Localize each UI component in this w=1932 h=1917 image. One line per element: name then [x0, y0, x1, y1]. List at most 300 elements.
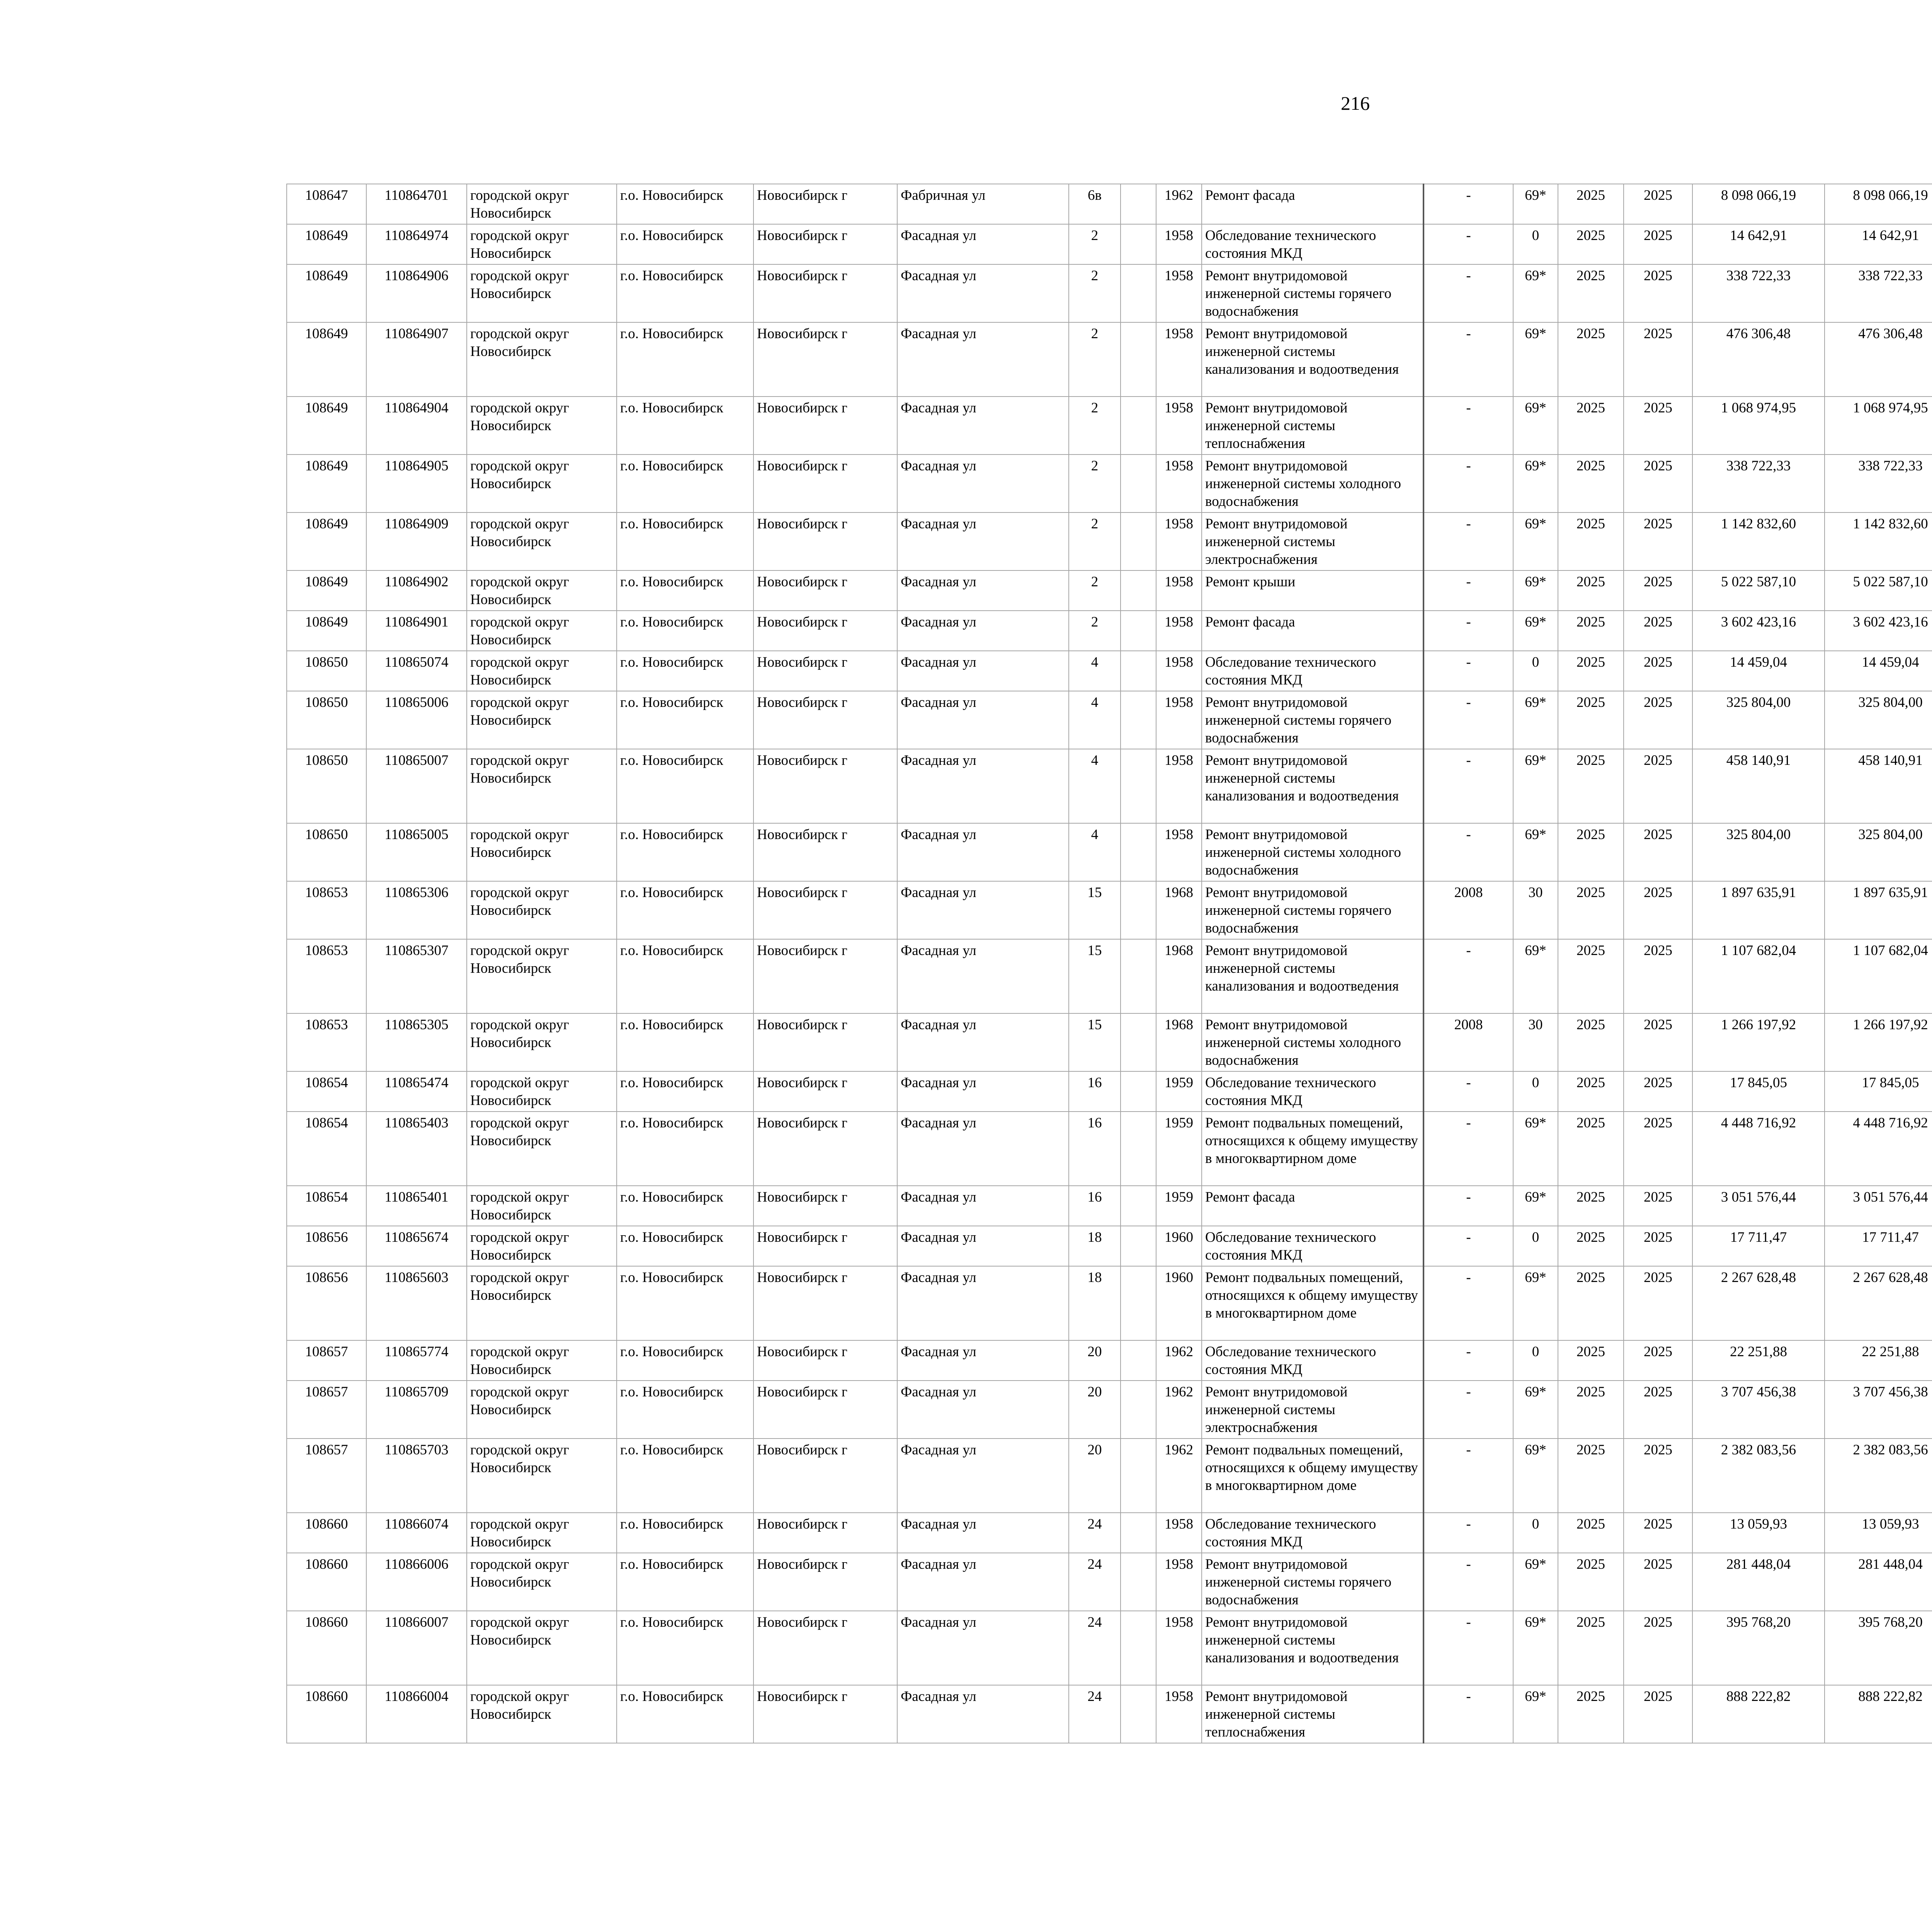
cell-cost-fund: 1 266 197,92: [1825, 1013, 1932, 1071]
table-row: [287, 224, 1932, 264]
cell-plan-year-start: 2025: [1558, 1439, 1624, 1513]
cell-plan-year-start: 2025: [1558, 184, 1624, 224]
cell-street: Фасадная ул: [897, 1513, 1069, 1553]
cell-city: Новосибирск г: [753, 512, 897, 570]
cell-plan-year-start: 2025: [1558, 1553, 1624, 1611]
cell-municipality: городской округ Новосибирск: [467, 1553, 617, 1611]
cell-total-cost: 1 142 832,60: [1692, 512, 1825, 570]
cell-house-number: 2: [1069, 264, 1121, 322]
cell-norm-period: 0: [1513, 1513, 1558, 1553]
cell-letter: [1121, 1611, 1156, 1685]
cell-previous-repair-year: -: [1423, 322, 1513, 397]
cell-record-id: 108649: [287, 322, 366, 397]
cell-letter: [1121, 1340, 1156, 1381]
table-row: [287, 1439, 1932, 1513]
cell-city: Новосибирск г: [753, 264, 897, 322]
table-row: [287, 823, 1932, 881]
cell-city: Новосибирск г: [753, 1340, 897, 1381]
cell-urban-district: г.о. Новосибирск: [617, 1439, 753, 1513]
cell-total-cost: 1 068 974,95: [1692, 397, 1825, 455]
cell-urban-district: г.о. Новосибирск: [617, 1013, 753, 1071]
cell-plan-year-end: 2025: [1624, 691, 1692, 749]
cell-urban-district: г.о. Новосибирск: [617, 264, 753, 322]
cell-street: Фасадная ул: [897, 1226, 1069, 1266]
cell-cost-fund: 14 642,91: [1825, 224, 1932, 264]
cell-cost-fund: 14 459,04: [1825, 651, 1932, 691]
table-row: [287, 570, 1932, 611]
cell-previous-repair-year: -: [1423, 1186, 1513, 1226]
cell-norm-period: 69*: [1513, 322, 1558, 397]
table-row: [287, 512, 1932, 570]
cell-cost-fund: 325 804,00: [1825, 823, 1932, 881]
cell-record-id: 108649: [287, 264, 366, 322]
cell-norm-period: 69*: [1513, 264, 1558, 322]
cell-house-number: 24: [1069, 1513, 1121, 1553]
cell-work-type: Ремонт подвальных помещений, относящихся к общему имуществу в многоквартирном доме: [1202, 1266, 1423, 1340]
cell-street: Фабричная ул: [897, 184, 1069, 224]
cell-norm-period: 0: [1513, 651, 1558, 691]
cell-work-type: Ремонт внутридомовой инженерной системы электроснабжения: [1202, 1381, 1423, 1439]
cell-plan-year-start: 2025: [1558, 611, 1624, 651]
table-row: [287, 1513, 1932, 1553]
cell-build-year: 1958: [1156, 1513, 1202, 1553]
cell-city: Новосибирск г: [753, 1226, 897, 1266]
cell-build-year: 1959: [1156, 1071, 1202, 1112]
cell-municipality: городской округ Новосибирск: [467, 397, 617, 455]
cell-house-number: 20: [1069, 1381, 1121, 1439]
cell-build-year: 1968: [1156, 881, 1202, 939]
cell-build-year: 1958: [1156, 1553, 1202, 1611]
cell-total-cost: 2 267 628,48: [1692, 1266, 1825, 1340]
cell-previous-repair-year: 2008: [1423, 1013, 1513, 1071]
cell-municipality: городской округ Новосибирск: [467, 455, 617, 512]
cell-letter: [1121, 691, 1156, 749]
cell-total-cost: 338 722,33: [1692, 455, 1825, 512]
cell-house-number: 24: [1069, 1685, 1121, 1743]
cell-street: Фасадная ул: [897, 1071, 1069, 1112]
cell-cost-fund: 22 251,88: [1825, 1340, 1932, 1381]
table-row: [287, 1340, 1932, 1381]
cell-street: Фасадная ул: [897, 397, 1069, 455]
cell-municipality: городской округ Новосибирск: [467, 611, 617, 651]
cell-norm-period: 69*: [1513, 1611, 1558, 1685]
cell-urban-district: г.о. Новосибирск: [617, 1071, 753, 1112]
cell-municipality: городской округ Новосибирск: [467, 1013, 617, 1071]
cell-plan-year-start: 2025: [1558, 1112, 1624, 1186]
cell-work-type: Ремонт внутридомовой инженерной системы канализования и водоотведения: [1202, 322, 1423, 397]
cell-total-cost: 17 845,05: [1692, 1071, 1825, 1112]
cell-build-year: 1959: [1156, 1112, 1202, 1186]
cell-municipality: городской округ Новосибирск: [467, 1112, 617, 1186]
cell-total-cost: 14 459,04: [1692, 651, 1825, 691]
cell-plan-year-end: 2025: [1624, 1186, 1692, 1226]
cell-build-year: 1962: [1156, 1439, 1202, 1513]
cell-work-code: 110866006: [366, 1553, 467, 1611]
cell-urban-district: г.о. Новосибирск: [617, 570, 753, 611]
cell-record-id: 108660: [287, 1685, 366, 1743]
cell-record-id: 108657: [287, 1340, 366, 1381]
cell-municipality: городской округ Новосибирск: [467, 1186, 617, 1226]
cell-norm-period: 69*: [1513, 455, 1558, 512]
cell-build-year: 1968: [1156, 1013, 1202, 1071]
cell-municipality: городской округ Новосибирск: [467, 691, 617, 749]
cell-house-number: 2: [1069, 512, 1121, 570]
cell-plan-year-end: 2025: [1624, 823, 1692, 881]
cell-city: Новосибирск г: [753, 939, 897, 1013]
cell-city: Новосибирск г: [753, 184, 897, 224]
cell-work-type: Ремонт внутридомовой инженерной системы горячего водоснабжения: [1202, 264, 1423, 322]
cell-norm-period: 69*: [1513, 823, 1558, 881]
cell-previous-repair-year: -: [1423, 1513, 1513, 1553]
cell-municipality: городской округ Новосибирск: [467, 1439, 617, 1513]
cell-urban-district: г.о. Новосибирск: [617, 1340, 753, 1381]
cell-build-year: 1962: [1156, 1340, 1202, 1381]
cell-work-type: Ремонт внутридомовой инженерной системы теплоснабжения: [1202, 1685, 1423, 1743]
cell-work-type: Ремонт внутридомовой инженерной системы холодного водоснабжения: [1202, 455, 1423, 512]
cell-plan-year-end: 2025: [1624, 1513, 1692, 1553]
cell-previous-repair-year: -: [1423, 264, 1513, 322]
cell-urban-district: г.о. Новосибирск: [617, 939, 753, 1013]
cell-letter: [1121, 823, 1156, 881]
cell-letter: [1121, 1186, 1156, 1226]
cell-record-id: 108649: [287, 224, 366, 264]
cell-norm-period: 69*: [1513, 1112, 1558, 1186]
cell-plan-year-end: 2025: [1624, 611, 1692, 651]
cell-total-cost: 281 448,04: [1692, 1553, 1825, 1611]
cell-municipality: городской округ Новосибирск: [467, 322, 617, 397]
cell-work-code: 110865007: [366, 749, 467, 823]
cell-house-number: 2: [1069, 455, 1121, 512]
cell-house-number: 4: [1069, 823, 1121, 881]
cell-cost-fund: 1 107 682,04: [1825, 939, 1932, 1013]
cell-municipality: городской округ Новосибирск: [467, 1611, 617, 1685]
cell-plan-year-end: 2025: [1624, 1071, 1692, 1112]
cell-record-id: 108660: [287, 1611, 366, 1685]
cell-work-type: Ремонт фасада: [1202, 611, 1423, 651]
cell-house-number: 18: [1069, 1266, 1121, 1340]
cell-total-cost: 3 707 456,38: [1692, 1381, 1825, 1439]
cell-record-id: 108649: [287, 455, 366, 512]
cell-street: Фасадная ул: [897, 1381, 1069, 1439]
cell-total-cost: 22 251,88: [1692, 1340, 1825, 1381]
cell-build-year: 1960: [1156, 1266, 1202, 1340]
cell-build-year: 1958: [1156, 611, 1202, 651]
cell-house-number: 6в: [1069, 184, 1121, 224]
cell-cost-fund: 8 098 066,19: [1825, 184, 1932, 224]
cell-total-cost: 395 768,20: [1692, 1611, 1825, 1685]
table-row: [287, 455, 1932, 512]
cell-build-year: 1958: [1156, 397, 1202, 455]
cell-city: Новосибирск г: [753, 570, 897, 611]
cell-house-number: 15: [1069, 939, 1121, 1013]
cell-cost-fund: 281 448,04: [1825, 1553, 1932, 1611]
cell-build-year: 1958: [1156, 264, 1202, 322]
cell-urban-district: г.о. Новосибирск: [617, 455, 753, 512]
cell-house-number: 2: [1069, 322, 1121, 397]
cell-street: Фасадная ул: [897, 455, 1069, 512]
cell-norm-period: 30: [1513, 1013, 1558, 1071]
cell-work-code: 110866004: [366, 1685, 467, 1743]
cell-work-code: 110865403: [366, 1112, 467, 1186]
cell-work-code: 110864902: [366, 570, 467, 611]
cell-total-cost: 338 722,33: [1692, 264, 1825, 322]
cell-previous-repair-year: -: [1423, 749, 1513, 823]
cell-house-number: 18: [1069, 1226, 1121, 1266]
cell-city: Новосибирск г: [753, 611, 897, 651]
cell-urban-district: г.о. Новосибирск: [617, 184, 753, 224]
cell-work-type: Ремонт внутридомовой инженерной системы канализования и водоотведения: [1202, 1611, 1423, 1685]
cell-municipality: городской округ Новосибирск: [467, 749, 617, 823]
cell-letter: [1121, 651, 1156, 691]
cell-work-code: 110864701: [366, 184, 467, 224]
cell-letter: [1121, 397, 1156, 455]
cell-norm-period: 0: [1513, 1340, 1558, 1381]
cell-work-type: Ремонт внутридомовой инженерной системы горячего водоснабжения: [1202, 881, 1423, 939]
cell-work-type: Ремонт подвальных помещений, относящихся к общему имуществу в многоквартирном доме: [1202, 1439, 1423, 1513]
cell-city: Новосибирск г: [753, 1513, 897, 1553]
cell-work-code: 110865603: [366, 1266, 467, 1340]
cell-total-cost: 1 266 197,92: [1692, 1013, 1825, 1071]
cell-record-id: 108660: [287, 1513, 366, 1553]
cell-norm-period: 69*: [1513, 184, 1558, 224]
cell-plan-year-start: 2025: [1558, 823, 1624, 881]
cell-previous-repair-year: -: [1423, 224, 1513, 264]
cell-municipality: городской округ Новосибирск: [467, 1071, 617, 1112]
cell-norm-period: 69*: [1513, 570, 1558, 611]
cell-urban-district: г.о. Новосибирск: [617, 322, 753, 397]
cell-total-cost: 3 602 423,16: [1692, 611, 1825, 651]
cell-city: Новосибирск г: [753, 1112, 897, 1186]
cell-plan-year-end: 2025: [1624, 1266, 1692, 1340]
cell-city: Новосибирск г: [753, 1685, 897, 1743]
cell-plan-year-start: 2025: [1558, 455, 1624, 512]
cell-cost-fund: 395 768,20: [1825, 1611, 1932, 1685]
cell-previous-repair-year: -: [1423, 512, 1513, 570]
cell-previous-repair-year: -: [1423, 1112, 1513, 1186]
cell-build-year: 1959: [1156, 1186, 1202, 1226]
cell-letter: [1121, 322, 1156, 397]
cell-norm-period: 69*: [1513, 1439, 1558, 1513]
cell-work-code: 110864909: [366, 512, 467, 570]
cell-build-year: 1958: [1156, 224, 1202, 264]
cell-urban-district: г.о. Новосибирск: [617, 749, 753, 823]
cell-plan-year-end: 2025: [1624, 651, 1692, 691]
cell-urban-district: г.о. Новосибирск: [617, 397, 753, 455]
cell-norm-period: 69*: [1513, 939, 1558, 1013]
cell-cost-fund: 3 602 423,16: [1825, 611, 1932, 651]
cell-house-number: 24: [1069, 1553, 1121, 1611]
cell-letter: [1121, 1439, 1156, 1513]
cell-previous-repair-year: -: [1423, 1439, 1513, 1513]
cell-previous-repair-year: -: [1423, 1553, 1513, 1611]
table-row: [287, 1112, 1932, 1186]
cell-plan-year-end: 2025: [1624, 264, 1692, 322]
cell-plan-year-end: 2025: [1624, 455, 1692, 512]
cell-cost-fund: 888 222,82: [1825, 1685, 1932, 1743]
page-number: 216: [1341, 92, 1370, 114]
cell-previous-repair-year: -: [1423, 1266, 1513, 1340]
cell-letter: [1121, 749, 1156, 823]
cell-previous-repair-year: -: [1423, 611, 1513, 651]
cell-letter: [1121, 1071, 1156, 1112]
cell-house-number: 16: [1069, 1112, 1121, 1186]
cell-work-type: Обследование технического состояния МКД: [1202, 1071, 1423, 1112]
cell-total-cost: 325 804,00: [1692, 823, 1825, 881]
cell-city: Новосибирск г: [753, 691, 897, 749]
cell-norm-period: 0: [1513, 1226, 1558, 1266]
cell-work-code: 110865774: [366, 1340, 467, 1381]
cell-record-id: 108653: [287, 1013, 366, 1071]
cell-work-code: 110865709: [366, 1381, 467, 1439]
cell-cost-fund: 17 711,47: [1825, 1226, 1932, 1266]
cell-plan-year-end: 2025: [1624, 1013, 1692, 1071]
cell-city: Новосибирск г: [753, 1611, 897, 1685]
cell-plan-year-start: 2025: [1558, 939, 1624, 1013]
cell-cost-fund: 4 448 716,92: [1825, 1112, 1932, 1186]
cell-urban-district: г.о. Новосибирск: [617, 1513, 753, 1553]
cell-previous-repair-year: -: [1423, 1071, 1513, 1112]
cell-street: Фасадная ул: [897, 570, 1069, 611]
cell-build-year: 1958: [1156, 823, 1202, 881]
cell-municipality: городской округ Новосибирск: [467, 184, 617, 224]
cell-total-cost: 458 140,91: [1692, 749, 1825, 823]
cell-total-cost: 17 711,47: [1692, 1226, 1825, 1266]
cell-work-code: 110865305: [366, 1013, 467, 1071]
cell-street: Фасадная ул: [897, 1186, 1069, 1226]
cell-plan-year-start: 2025: [1558, 1071, 1624, 1112]
cell-work-type: Обследование технического состояния МКД: [1202, 1340, 1423, 1381]
cell-city: Новосибирск г: [753, 397, 897, 455]
cell-previous-repair-year: 2008: [1423, 881, 1513, 939]
table-row: [287, 184, 1932, 224]
cell-city: Новосибирск г: [753, 1439, 897, 1513]
cell-plan-year-end: 2025: [1624, 512, 1692, 570]
cell-plan-year-start: 2025: [1558, 749, 1624, 823]
cell-cost-fund: 325 804,00: [1825, 691, 1932, 749]
cell-house-number: 2: [1069, 397, 1121, 455]
cell-plan-year-start: 2025: [1558, 881, 1624, 939]
cell-build-year: 1958: [1156, 455, 1202, 512]
cell-work-type: Обследование технического состояния МКД: [1202, 224, 1423, 264]
cell-total-cost: 2 382 083,56: [1692, 1439, 1825, 1513]
cell-letter: [1121, 881, 1156, 939]
cell-house-number: 20: [1069, 1439, 1121, 1513]
cell-plan-year-start: 2025: [1558, 264, 1624, 322]
cell-plan-year-start: 2025: [1558, 1186, 1624, 1226]
cell-letter: [1121, 512, 1156, 570]
cell-urban-district: г.о. Новосибирск: [617, 651, 753, 691]
cell-cost-fund: 2 382 083,56: [1825, 1439, 1932, 1513]
cell-record-id: 108650: [287, 691, 366, 749]
cell-letter: [1121, 611, 1156, 651]
table-row: [287, 1266, 1932, 1340]
cell-plan-year-end: 2025: [1624, 1611, 1692, 1685]
cell-street: Фасадная ул: [897, 322, 1069, 397]
cell-plan-year-end: 2025: [1624, 1112, 1692, 1186]
cell-urban-district: г.о. Новосибирск: [617, 1226, 753, 1266]
cell-build-year: 1962: [1156, 184, 1202, 224]
cell-municipality: городской округ Новосибирск: [467, 1685, 617, 1743]
cell-plan-year-end: 2025: [1624, 570, 1692, 611]
cell-total-cost: 1 107 682,04: [1692, 939, 1825, 1013]
cell-cost-fund: 338 722,33: [1825, 455, 1932, 512]
cell-work-code: 110864904: [366, 397, 467, 455]
cell-cost-fund: 1 068 974,95: [1825, 397, 1932, 455]
cell-urban-district: г.о. Новосибирск: [617, 224, 753, 264]
cell-record-id: 108656: [287, 1226, 366, 1266]
cell-plan-year-start: 2025: [1558, 1340, 1624, 1381]
cell-norm-period: 69*: [1513, 691, 1558, 749]
cell-plan-year-end: 2025: [1624, 1381, 1692, 1439]
cell-build-year: 1958: [1156, 1611, 1202, 1685]
cell-letter: [1121, 1553, 1156, 1611]
cell-house-number: 2: [1069, 570, 1121, 611]
cell-plan-year-end: 2025: [1624, 1226, 1692, 1266]
cell-record-id: 108650: [287, 749, 366, 823]
cell-record-id: 108653: [287, 881, 366, 939]
cell-work-type: Ремонт внутридомовой инженерной системы горячего водоснабжения: [1202, 1553, 1423, 1611]
cell-cost-fund: 476 306,48: [1825, 322, 1932, 397]
table-row: [287, 939, 1932, 1013]
cell-work-type: Ремонт фасада: [1202, 184, 1423, 224]
cell-plan-year-end: 2025: [1624, 224, 1692, 264]
cell-urban-district: г.о. Новосибирск: [617, 512, 753, 570]
table-row: [287, 611, 1932, 651]
cell-plan-year-end: 2025: [1624, 322, 1692, 397]
cell-city: Новосибирск г: [753, 1266, 897, 1340]
cell-total-cost: 888 222,82: [1692, 1685, 1825, 1743]
cell-record-id: 108654: [287, 1186, 366, 1226]
cell-plan-year-start: 2025: [1558, 512, 1624, 570]
cell-plan-year-start: 2025: [1558, 1266, 1624, 1340]
cell-work-code: 110864901: [366, 611, 467, 651]
cell-record-id: 108654: [287, 1071, 366, 1112]
cell-work-code: 110866074: [366, 1513, 467, 1553]
cell-previous-repair-year: -: [1423, 570, 1513, 611]
cell-street: Фасадная ул: [897, 1013, 1069, 1071]
cell-previous-repair-year: -: [1423, 397, 1513, 455]
cell-city: Новосибирск г: [753, 749, 897, 823]
cell-total-cost: 3 051 576,44: [1692, 1186, 1825, 1226]
cell-work-code: 110864906: [366, 264, 467, 322]
cell-plan-year-end: 2025: [1624, 1553, 1692, 1611]
cell-letter: [1121, 1112, 1156, 1186]
capital-repair-table: [286, 184, 1932, 1743]
cell-urban-district: г.о. Новосибирск: [617, 611, 753, 651]
cell-record-id: 108647: [287, 184, 366, 224]
cell-plan-year-start: 2025: [1558, 397, 1624, 455]
cell-total-cost: 13 059,93: [1692, 1513, 1825, 1553]
cell-norm-period: 69*: [1513, 397, 1558, 455]
cell-cost-fund: 17 845,05: [1825, 1071, 1932, 1112]
cell-municipality: городской округ Новосибирск: [467, 939, 617, 1013]
cell-record-id: 108654: [287, 1112, 366, 1186]
cell-municipality: городской округ Новосибирск: [467, 1513, 617, 1553]
table-row: [287, 1381, 1932, 1439]
table-row: [287, 1685, 1932, 1743]
cell-city: Новосибирск г: [753, 224, 897, 264]
cell-municipality: городской округ Новосибирск: [467, 570, 617, 611]
cell-urban-district: г.о. Новосибирск: [617, 1266, 753, 1340]
cell-plan-year-end: 2025: [1624, 881, 1692, 939]
cell-norm-period: 69*: [1513, 512, 1558, 570]
cell-street: Фасадная ул: [897, 1340, 1069, 1381]
cell-municipality: городской округ Новосибирск: [467, 651, 617, 691]
cell-record-id: 108649: [287, 570, 366, 611]
cell-record-id: 108653: [287, 939, 366, 1013]
cell-previous-repair-year: -: [1423, 1611, 1513, 1685]
cell-norm-period: 69*: [1513, 1553, 1558, 1611]
